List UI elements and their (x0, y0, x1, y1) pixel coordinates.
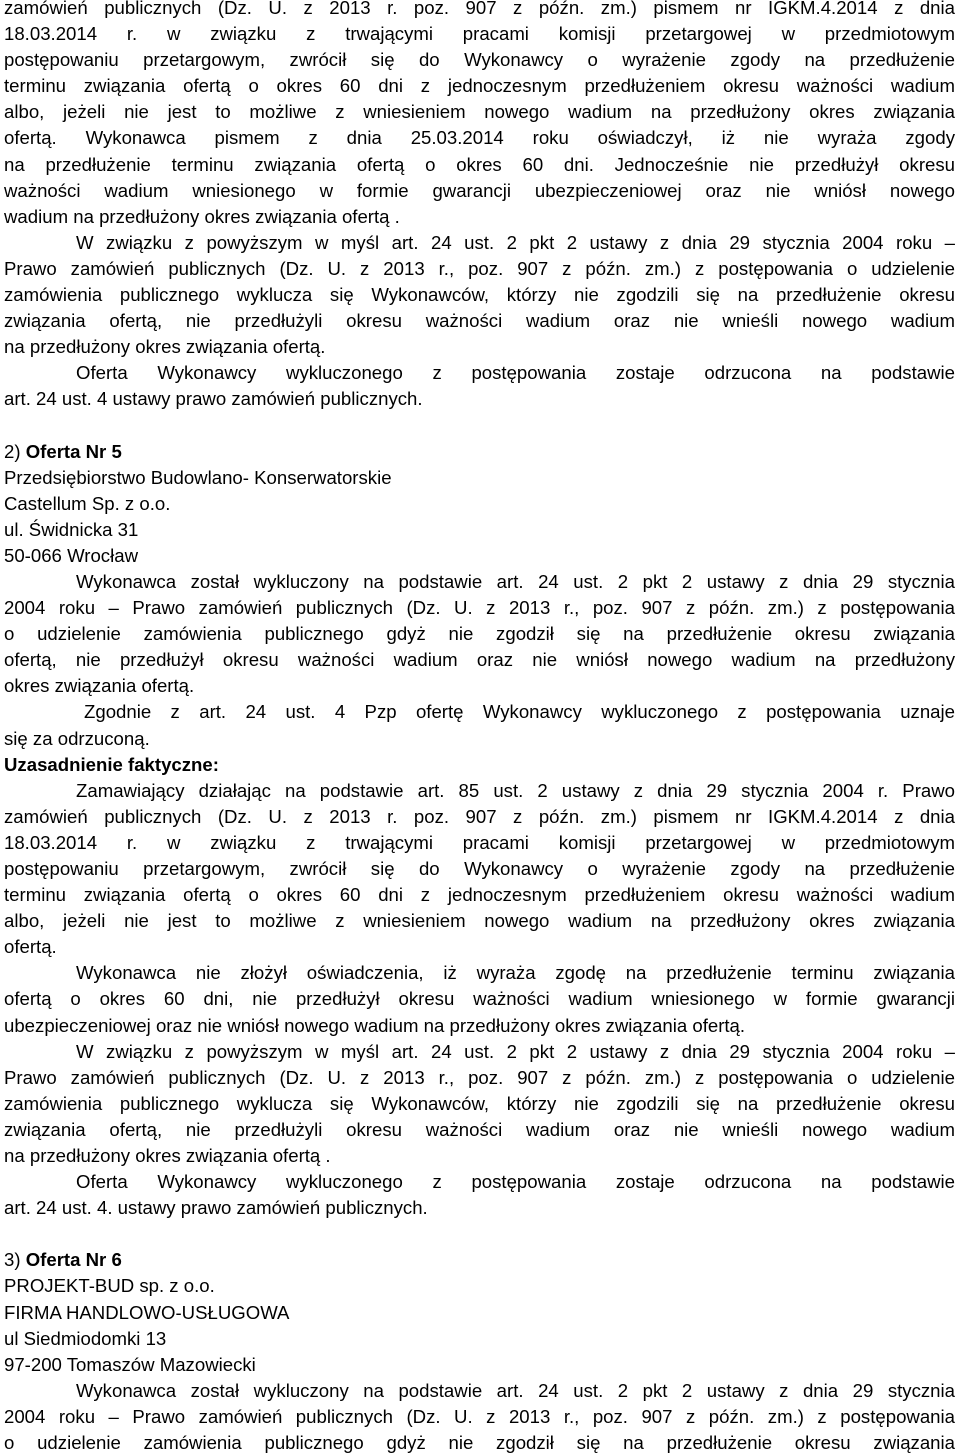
address-line: FIRMA HANDLOWO-USŁUGOWA (4, 1301, 290, 1323)
text-line: 18.03.2014 r. w związku z trwającymi pracami komisji przetargowej w przedmiotowym (4, 831, 955, 853)
text-line: na przedłużony okres związania ofertą . (4, 1145, 331, 1167)
text-line: na przedłużony okres związania ofertą. (4, 336, 326, 358)
text-line: Wykonawca został wykluczony na podstawie art. 24 ust. 2 pkt 2 ustawy z dnia 29 stycznia (76, 570, 955, 592)
text-line: Prawo zamówień publicznych (Dz. U. z 2013 r., poz. 907 z późn. zm.) z postępowania o udzielenie (4, 257, 955, 279)
address-line: ul Siedmiodomki 13 (4, 1327, 167, 1349)
section-title: Oferta Nr 6 (25, 1249, 122, 1271)
text-line: terminu związania ofertą o okres 60 dni z jednoczesnym przedłużeniem okresu ważności wadium (4, 75, 955, 97)
text-line: 2004 roku – Prawo zamówień publicznych (Dz. U. z 2013 r., poz. 907 z późn. zm.) z postępowania (4, 597, 955, 619)
address-line: Przedsiębiorstwo Budowlano- Konserwatorskie (4, 466, 392, 488)
text-line: W związku z powyższym w myśl art. 24 ust. 2 pkt 2 ustawy z dnia 29 stycznia 2004 roku – (76, 1040, 955, 1062)
spacer (4, 1221, 955, 1247)
text-line: o udzielenie zamówienia publicznego gdyż nie zgodził się na przedłużenie okresu związania (4, 1431, 955, 1453)
text-line: ubezpieczeniowej oraz nie wniósł nowego wadium na przedłużony okres związania ofertą. (4, 1014, 746, 1036)
address-line: 97-200 Tomaszów Mazowiecki (4, 1353, 256, 1375)
text-line: o udzielenie zamówienia publicznego gdyż nie zgodził się na przedłużenie okresu związania (4, 623, 955, 645)
text-line: ofertą. (4, 936, 57, 958)
text-line: związania ofertą, nie przedłużyli okresu ważności wadium oraz nie wnieśli nowego wadium (4, 1118, 955, 1140)
text-line: zamówienia publicznego wyklucza się Wykonawców, którzy nie zgodzili się na przedłużenie okresu (4, 1092, 955, 1114)
heading-uzasadnienie: Uzasadnienie faktyczne: (4, 753, 219, 775)
section-heading-oferta-6 (4, 1247, 955, 1273)
text-line: postępowaniu przetargowym, zwrócił się do Wykonawcy o wyrażenie zgody na przedłużenie (4, 858, 955, 879)
address-line: PROJEKT-BUD sp. z o.o. (4, 1275, 215, 1297)
text-line: ofertą, nie przedłużył okresu ważności wadium oraz nie wniósł nowego wadium na przedłużony (4, 649, 955, 671)
spacer (4, 413, 955, 439)
text-line: albo, jeżeli nie jest to możliwe z wniesieniem nowego wadium na przedłużony okres związania (4, 101, 955, 123)
section-heading-oferta-5 (4, 439, 955, 465)
text-line: art. 24 ust. 4. ustawy prawo zamówień publicznych. (4, 1197, 428, 1219)
address-line: 50-066 Wrocław (4, 544, 139, 566)
text-line: zamówień publicznych (Dz. U. z 2013 r. poz. 907 z późn. zm.) pismem nr IGKM.4.2014 z dnia (4, 805, 955, 827)
text-line: okres związania ofertą. (4, 675, 195, 697)
text-line: zamówień publicznych (Dz. U. z 2013 r. poz. 907 z późn. zm.) pismem nr IGKM.4.2014 z dnia (4, 0, 955, 18)
text-line: postępowaniu przetargowym, zwrócił się do Wykonawcy o wyrażenie zgody na przedłużenie (4, 49, 955, 71)
text-line: albo, jeżeli nie jest to możliwe z wniesieniem nowego wadium na przedłużony okres związania (4, 910, 955, 932)
address-line: Castellum Sp. z o.o. (4, 492, 171, 514)
text-line: art. 24 ust. 4 ustawy prawo zamówień publicznych. (4, 388, 423, 410)
text-line: W związku z powyższym w myśl art. 24 ust. 2 pkt 2 ustawy z dnia 29 stycznia 2004 roku – (76, 231, 955, 253)
address-line: ul. Świdnicka 31 (4, 518, 139, 540)
section-number: 3) (4, 1249, 26, 1271)
text-line: zamówienia publicznego wyklucza się Wykonawców, którzy nie zgodzili się na przedłużenie okresu (4, 284, 955, 306)
text-line: Oferta Wykonawcy wykluczonego z postępowania zostaje odrzucona na podstawie (76, 1171, 955, 1193)
text-line: ofertą. Wykonawca pismem z dnia 25.03.2014 roku oświadczył, iż nie wyraża zgody (4, 127, 955, 149)
section-title: Oferta Nr 5 (25, 440, 122, 462)
text-line: się za odrzuconą. (4, 727, 150, 749)
text-line: Prawo zamówień publicznych (Dz. U. z 2013 r., poz. 907 z późn. zm.) z postępowania o udzielenie (4, 1066, 955, 1088)
text-line: wadium na przedłużony okres związania ofertą . (4, 205, 400, 227)
text-line: Wykonawca został wykluczony na podstawie art. 24 ust. 2 pkt 2 ustawy z dnia 29 stycznia (76, 1379, 955, 1401)
section-number: 2) (4, 440, 26, 462)
text-line: ważności wadium wniesionego w formie gwarancji ubezpieczeniowej oraz nie wniósł nowego (4, 179, 955, 201)
text-line: na przedłużenie terminu związania ofertą o okres 60 dni. Jednocześnie nie przedłużył okresu (4, 153, 955, 175)
text-line: Oferta Wykonawcy wykluczonego z postępowania zostaje odrzucona na podstawie (76, 362, 955, 384)
text-line: terminu związania ofertą o okres 60 dni z jednoczesnym przedłużeniem okresu ważności wadium (4, 884, 955, 906)
text-line: związania ofertą, nie przedłużyli okresu ważności wadium oraz nie wnieśli nowego wadium (4, 310, 955, 332)
text-line: Wykonawca nie złożył oświadczenia, iż wyraża zgodę na przedłużenie terminu związania (76, 962, 955, 984)
text-line: Zamawiający działając na podstawie art. 85 ust. 2 ustawy z dnia 29 stycznia 2004 r. Prawo (76, 779, 955, 801)
text-line: 18.03.2014 r. w związku z trwającymi pracami komisji przetargowej w przedmiotowym (4, 23, 955, 45)
text-line: ofertą o okres 60 dni, nie przedłużył okresu ważności wadium wniesionego w formie gwarancji (4, 988, 955, 1010)
text-line: Zgodnie z art. 24 ust. 4 Pzp ofertę Wykonawcy wykluczonego z postępowania uznaje (84, 701, 955, 723)
text-line: 2004 roku – Prawo zamówień publicznych (Dz. U. z 2013 r., poz. 907 z późn. zm.) z postępowania (4, 1405, 955, 1427)
